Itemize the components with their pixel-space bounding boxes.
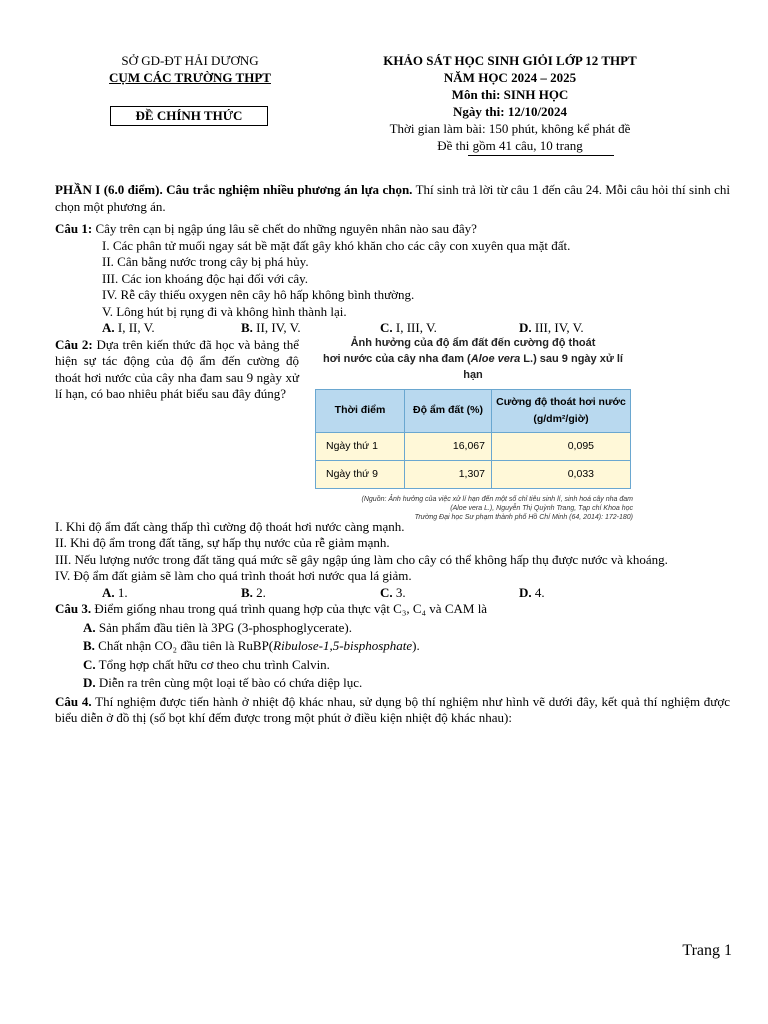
exam-title: KHẢO SÁT HỌC SINH GIỎI LỚP 12 THPT [383, 53, 637, 68]
q3-stem: Điểm giống nhau trong quá trình quang hợp của thực vật C₃, C₄ và CAM là [91, 601, 488, 616]
header-time: Thời điểm [316, 389, 405, 432]
exam-content [55, 182, 730, 727]
cell-humidity: 1,307 [405, 460, 492, 488]
q1-option-a[interactable]: A. I, II, V. [102, 320, 155, 335]
subject: Môn thi: SINH HỌC [451, 87, 569, 102]
q2-stem: Dựa trên kiến thức đã học và bảng thể hiện sự tác động của độ ẩm đến cường độ thoát hơi nước của cây nha đam sau 9 ngày xử lí hạn, có bao nhiêu phát biểu sau đây đúng? [55, 336, 299, 401]
q2-option-c[interactable]: C. 3. [380, 584, 406, 600]
department-name: SỞ GD-ĐT HẢI DƯƠNG [121, 53, 259, 68]
part1-heading [55, 182, 730, 215]
q4-stem: Thí nghiệm được tiến hành ở nhiệt độ khác nhau, sử dụng bộ thí nghiệm như hình vẽ dưới đây, kết quả thí nghiệm được biểu diễn ở đồ thị (số bọt khí đếm được trong một phút ở điều kiện nhiệt độ khác nhau): [55, 693, 730, 725]
question-4 [55, 694, 730, 727]
q2-option-a[interactable]: A. 1. [102, 584, 128, 600]
q3-option-a[interactable]: A. Sản phẩm đầu tiên là 3PG (3-phosphoglycerate). [83, 619, 352, 635]
exam-pages: Đề thi gồm 41 câu, 10 trang [437, 138, 583, 153]
table-title [313, 335, 633, 383]
cell-transpiration: 0,033 [492, 460, 631, 488]
table-title-line2: hơi nước của cây nha đam (Aloe vera L.) sau 9 ngày xử lí hạn [323, 352, 623, 381]
header-right [340, 52, 680, 154]
question-1 [55, 221, 730, 238]
q1-option-d[interactable]: D. III, IV, V. [519, 320, 584, 335]
q2-statement: III. Nếu lượng nước trong đất tăng quá mức sẽ gây ngập úng làm cho cây có thể không hấp thụ được nước và khoáng. [55, 551, 668, 567]
q1-item: I. Các phân tử muối ngay sát bề mặt đất gây khó khăn cho các cây con xuyên qua mặt đất. [102, 237, 571, 253]
q1-item: II. Cân bằng nước trong cây bị phá hủy. [102, 254, 309, 269]
q2-statement: II. Khi độ ẩm trong đất tăng, sự hấp thụ nước của rễ giảm mạnh. [55, 535, 390, 550]
header-transpiration: Cường độ thoát hơi nước (g/dm²/giờ) [492, 389, 631, 432]
q2-option-d[interactable]: D. 4. [519, 584, 545, 600]
exam-duration: Thời gian làm bài: 150 phút, không kể phát đề [389, 121, 631, 136]
cell-transpiration: 0,095 [492, 432, 631, 460]
q2-label: Câu 2: [55, 336, 93, 352]
table-source: (Nguồn: Ảnh hưởng của việc xử lí hạn đến một số chỉ tiêu sinh lí, sinh hoá cây nha đam (Aloe vera L.), Nguyễn Thị Quỳnh Trang, Tạp chí Khoa học Trường Đại học Sư phạm thành phố Hồ Chí Minh (64, 2014): 172-180) [361, 495, 633, 521]
header-left [70, 52, 310, 86]
q4-label: Câu 4. [55, 693, 92, 709]
official-exam-box: ĐỀ CHÍNH THỨC [110, 106, 268, 126]
q1-item: III. Các ion khoáng độc hại đối với cây. [102, 270, 309, 286]
q3-option-c[interactable]: C. Tổng hợp chất hữu cơ theo chu trình Calvin. [83, 656, 330, 672]
q1-item: V. Lông hút bị rụng đi và không hình thành lại. [102, 303, 347, 319]
part1-title: PHẦN I (6.0 điểm). Câu trắc nghiệm nhiều phương án lựa chọn. [55, 182, 413, 197]
humidity-table-figure [313, 335, 633, 521]
part1-instruction: Thí sinh trả lời từ câu 1 đến câu 24. Mỗi câu hỏi thí sinh chỉ chọn một phương án. [55, 182, 730, 214]
q2-option-b[interactable]: B. 2. [241, 584, 266, 600]
q2-statement: IV. Độ ẩm đất giảm sẽ làm cho quá trình thoát hơi nước qua lá giảm. [55, 568, 412, 583]
q3-option-b[interactable]: B. Chất nhận CO₂ đầu tiên là RuBP(Ribulose-1,5-bisphosphate). [83, 638, 420, 653]
cell-humidity: 16,067 [405, 432, 492, 460]
question-3 [55, 601, 730, 618]
table-row [316, 432, 631, 460]
table-row [316, 460, 631, 488]
page-number: Trang 1 [682, 942, 732, 959]
school-cluster: CỤM CÁC TRƯỜNG THPT [109, 70, 271, 85]
q3-label: Câu 3. [55, 601, 92, 616]
q2-stem-block [55, 337, 299, 403]
cell-time: Ngày thứ 9 [316, 460, 405, 488]
table-header-row [316, 389, 631, 432]
q1-option-b[interactable]: B. II, IV, V. [241, 320, 301, 335]
q1-stem: Cây trên cạn bị ngập úng lâu sẽ chết do những nguyên nhân nào sau đây? [92, 221, 477, 236]
q1-item: IV. Rễ cây thiếu oxygen nên cây hô hấp không bình thường. [102, 287, 415, 302]
q1-label: Câu 1: [55, 221, 93, 236]
table-title-line1: Ảnh hưởng của độ ẩm đất đến cường độ thoát [350, 336, 596, 349]
cell-time: Ngày thứ 1 [316, 432, 405, 460]
exam-date: Ngày thi: 12/10/2024 [452, 104, 568, 119]
q2-statement: I. Khi độ ẩm đất càng thấp thì cường độ thoát hơi nước càng mạnh. [55, 518, 405, 534]
school-year: NĂM HỌC 2024 – 2025 [443, 70, 577, 85]
q3-option-d[interactable]: D. Diễn ra trên cùng một loại tế bào có chứa diệp lục. [83, 675, 363, 690]
header-humidity: Độ ẩm đất (%) [405, 389, 492, 432]
q2-options [55, 585, 730, 602]
humidity-table [315, 389, 631, 489]
question-2 [55, 337, 730, 519]
header-divider [468, 155, 614, 156]
q1-option-c[interactable]: C. I, III, V. [380, 320, 437, 335]
